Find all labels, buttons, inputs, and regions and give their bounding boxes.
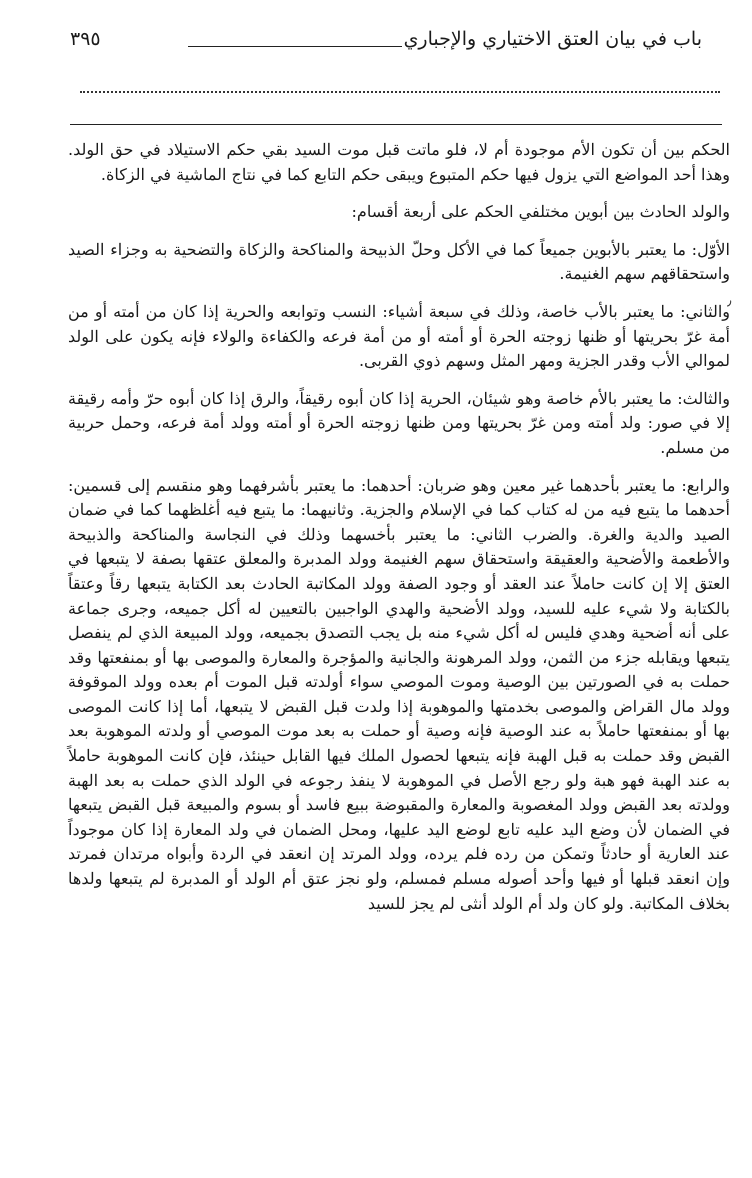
page-number: ٣٩٥: [70, 28, 101, 50]
body-text: [68, 138, 730, 929]
running-title: باب في بيان العتق الاختياري والإجباري: [403, 28, 702, 50]
paragraph: والولد الحادث بين أبوين مختلفي الحكم على أربعة أقسام:: [351, 202, 730, 222]
paragraph: الحكم بين أن تكون الأم موجودة أم لا، فلو ماتت قبل موت السيد بقي حكم الاستيلاد في حق الولد. وهذا أحد المواضع التي يزول فيها حكم المتبوع ويبقى حكم التابع كما في نتاج الماشية في الزكاة.: [68, 140, 730, 184]
paragraph: الأوّل: ما يعتبر بالأبوين جميعاً كما في الأكل وحلّ الذبيحة والمناكحة والزكاة والتضحية به وجزاء الصيد واستحقاقهم سهم الغنيمة.: [68, 239, 730, 284]
paragraph: والثاني: ما يعتبر بالأب خاصة، وذلك في سبعة أشياء: النسب وتوابعه والحرية إذا كان من أمته أو من أمة غرّ بحريتها أو ظنها زوجته الحرة أو أمته أو من أمة فرعه والكفاءة والولاء فإنه يكون على الولد لموالي الأب وقدر الجزية ومهر المثل وسهم ذوي القربى.: [68, 301, 730, 371]
text-divider: [70, 124, 722, 125]
header-rule: [188, 46, 402, 47]
running-header: [70, 28, 702, 58]
paragraph: والرابع: ما يعتبر بأحدهما غير معين وهو ضربان: أحدهما: ما يعتبر بأشرفهما وهو منقسم إلى قسمين: أحدهما ما يتبع فيه من له كتاب كما في الإسلام والجزية. وثانيهما: ما يتبع فيه أغلظهما كما في ضمان الصيد والدية والغرة. والضرب الثاني: ما يعتبر بأخسهما وذلك في النجاسة والمناكحة والذبيحة والأطعمة والأضحية والعقيقة واستحقاق سهم الغنيمة وولد المدبرة والمعلق عتقها بصفة لا يتبعها في العتق إلا إن كانت حاملاً عند العقد أو وجود الصفة وولد المكاتبة الحادث بعد الكتابة يتبعها رقاً وعتقاً بالكتابة ولا شيء عليه للسيد، وولد الأضحية والهدي الواجبين بالتعيين له أكل جميعه، وجرى جماعة على أنه أضحية وهدي فليس له أكل شيء منه بل يجب التصدق بجميعه، وولد المبيعة الذي لم ينفصل يتبعها ويقابله جزء من الثمن، وولد المرهونة والجانية والمؤجرة والمعارة والموصى بها أو بمنفعتها وقد حملت به في الصورتين بين الوصية وموت الموصي سواء أولدته قبل الموت أم بعده وولد الموقوفة وولد مال القراض والموصى بخدمتها والموهوبة إذا ولدت قبل القبض لا يتبعها، أما إذا كانت الموصى بها أو بمنفعتها حاملاً به عند الوصية فإنه وصية أو حملت به بعد موت الموصي أو ولدته الموهوبة بعد القبض وقد حملت به قبل الهبة فإنه يتبعها لحصول الملك فيها القابل حينئذ، فإن كانت الموهوبة حاملاً به عند الهبة فهو هبة ولو رجع الأصل في الموهوبة لا ينفذ رجوعه في الولد الذي حملت به بعد الهبة وولدته بعد القبض وولد المغصوبة والمعارة والمقبوضة ببيع فاسد أو بسوم والمبيعة قبل القبض يتبعها في الضمان لأن وضع اليد عليه تابع لوضع اليد عليها، ومحل الضمان في ولد المعارة إذا كان موجوداً عند العارية أو حادثاً وتمكن من رده فلم يرده، وولد المرتد إن انعقد في الردة وأبواه مرتدان فمرتد وإن انعقد قبلها أو فيها وأحد أصوله مسلم فمسلم، ولو نجز عتق أم الولد أو المدبرة لم يتبعها ولدها بخلاف المكاتبة. ولو كان ولد أم الولد أنثى لم يجز للسيد: [68, 475, 731, 913]
dotted-separator: [80, 91, 720, 99]
margin-mark: ٫: [727, 293, 732, 309]
paragraph: والثالث: ما يعتبر بالأم خاصة وهو شيئان، الحرية إذا كان أبوه رقيقاً، والرق إذا كان أبوه حرّ وأمه رقيقة إلا في صور: ولد أمته ومن غرّ بحريتها ومن ظنها زوجته الحرة أو أمته وولد أمة فرعه، وحمل حربية من مسلم.: [68, 388, 730, 457]
